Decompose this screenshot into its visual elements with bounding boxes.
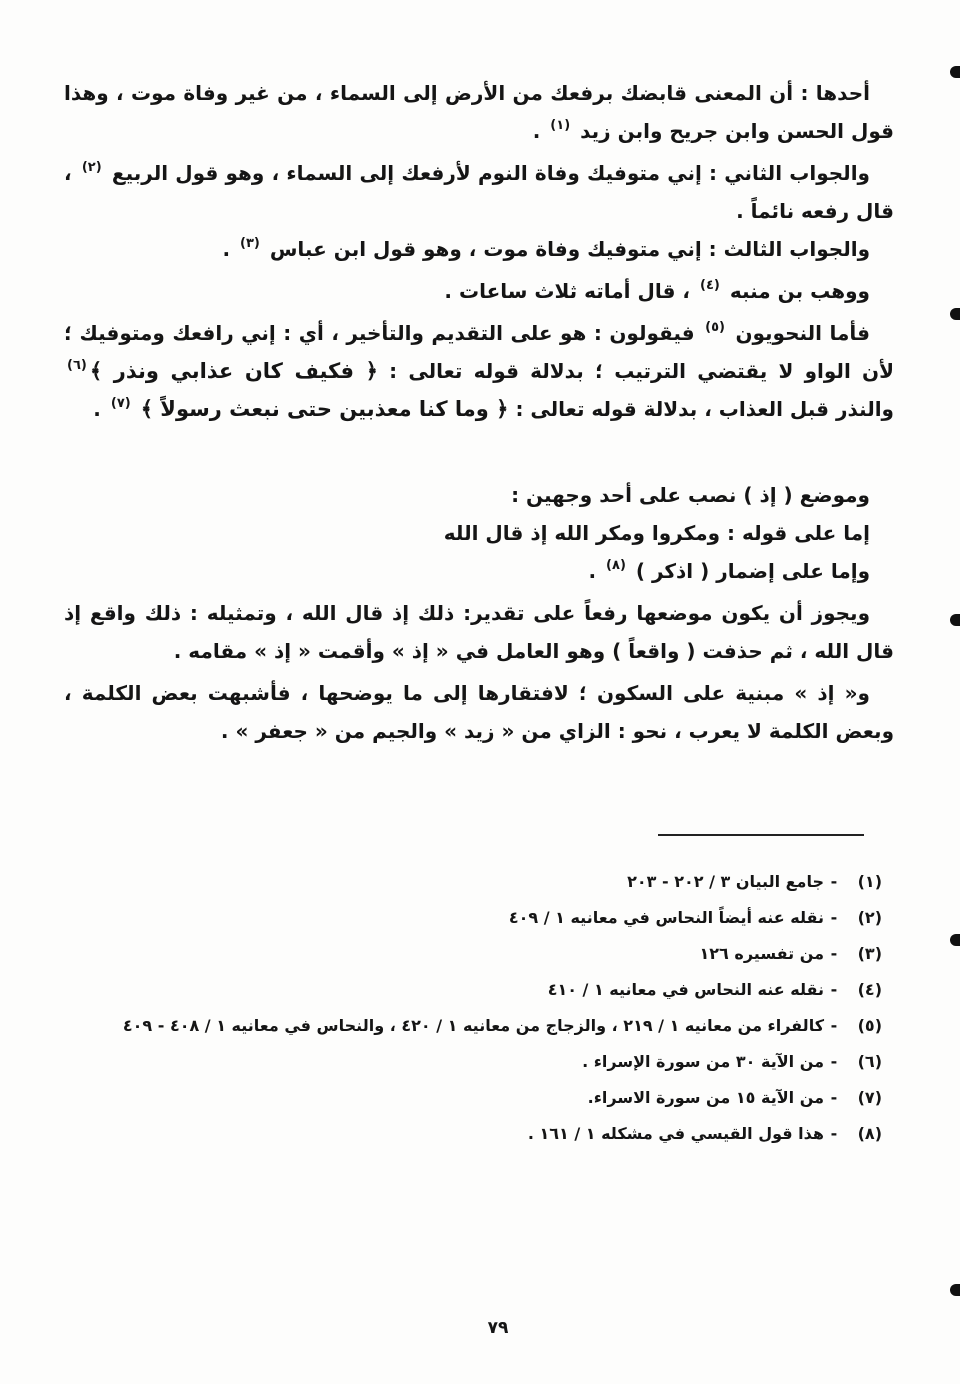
- binding-hole-mark: [950, 308, 960, 320]
- paragraph-text: أحدها : أن المعنى قابضك برفعك من الأرض إلى السماء ، من غير وفاة موت ، وهذا قول الحسن وابن جريح وابن زيد: [64, 81, 894, 143]
- paragraph-text: والنذر قبل العذاب ، بدلالة قوله تعالى :: [515, 397, 894, 421]
- footnote-ref: (٢): [81, 160, 102, 175]
- footnote-number: (٨): [857, 1124, 882, 1143]
- footnote-ref: (٦): [67, 358, 87, 373]
- footnote-dash: -: [830, 872, 838, 891]
- footnote-dash: -: [830, 908, 838, 927]
- paragraph-text: والجواب الثاني : إني متوفيك وفاة النوم لأرفعك إلى السماء ، وهو قول الربيع: [111, 161, 870, 185]
- paragraph-first-answer: [64, 74, 894, 150]
- paragraph-text: فأما النحويون: [735, 321, 870, 345]
- footnote-item: [96, 900, 882, 936]
- paragraph-end: .: [588, 559, 597, 583]
- footnote-dash: -: [830, 980, 838, 999]
- footnote-dash: -: [830, 944, 838, 963]
- footnote-number: (٥): [857, 1016, 882, 1035]
- footnote-item: [96, 936, 882, 972]
- paragraph-second-answer: [64, 154, 894, 230]
- footnote-text: هذا قول القيسي في مشكله ١ / ١٦١ .: [527, 1124, 824, 1143]
- binding-hole-mark: [950, 614, 960, 626]
- paragraph-wahb: [64, 272, 894, 310]
- footnote-ref: (٨): [606, 558, 626, 573]
- paragraph-text: ووهب بن منبه: [729, 279, 870, 303]
- footnote-ref: (٥): [705, 320, 725, 335]
- footnote-ref: (٧): [110, 396, 131, 411]
- paragraph-end: ، قال أماته ثلاث ساعات .: [444, 279, 691, 303]
- footnote-number: (٣): [857, 944, 882, 963]
- footnote-text: نقله عنه النحاس في معانيه ١ / ٤١٠: [547, 980, 824, 999]
- footnote-number: (٤): [857, 980, 882, 999]
- footnote-item: [96, 972, 882, 1008]
- binding-hole-mark: [950, 1284, 960, 1296]
- footnote-ref: (٣): [240, 236, 260, 251]
- paragraph-position-of-idh: وموضع ( إذ ) نصب على أحد وجهين :: [511, 483, 870, 507]
- footnote-number: (٢): [857, 908, 882, 927]
- footnote-text: جامع البيان ٣ / ٢٠٢ - ٢٠٣: [627, 872, 824, 891]
- footnote-item: [96, 1044, 882, 1080]
- footnote-dash: -: [830, 1124, 838, 1143]
- footnote-text: من الآية ١٥ من سورة الاسراء.: [587, 1088, 824, 1107]
- footnote-dash: -: [830, 1088, 838, 1107]
- footnote-separator: [658, 834, 864, 836]
- footnote-number: (٦): [857, 1052, 882, 1071]
- binding-hole-mark: [950, 934, 960, 946]
- footnote-text: من الآية ٣٠ من سورة الإسراء .: [582, 1052, 824, 1071]
- footnote-number: (٧): [857, 1088, 882, 1107]
- footnote-dash: -: [830, 1052, 838, 1071]
- footnote-number: (١): [857, 872, 882, 891]
- paragraph-text: وإما على إضمار ( اذكر ): [635, 559, 870, 583]
- footnotes-list: [96, 864, 882, 1152]
- paragraph-end: .: [93, 397, 101, 421]
- main-text: [64, 74, 894, 750]
- footnote-item: [96, 1080, 882, 1116]
- quran-verse: ﴿ فكيف كان عذابي ونذر ﴾: [89, 359, 378, 383]
- footnote-text: من تفسيره ١٢٦: [699, 944, 824, 963]
- footnote-item: [96, 864, 882, 900]
- paragraph-text: فيقولون : هو على التقديم والتأخير ، أي : إني رافعك ومتوفيك ؛ لأن الواو لا يقتضي الترتيب ؛ بدلالة قوله تعالى :: [64, 321, 894, 383]
- quran-verse: ﴿ وما كنا معذبين حتى نبعث رسولاً ﴾: [140, 397, 509, 421]
- paragraph-end: ، قال رفعه نائماً .: [64, 161, 894, 223]
- footnote-item: [96, 1008, 882, 1044]
- footnote-item: [96, 1116, 882, 1152]
- page-number: ٧٩: [487, 1318, 509, 1338]
- paragraph-third-answer: [64, 230, 894, 268]
- paragraph-end: .: [532, 119, 541, 143]
- binding-hole-mark: [950, 66, 960, 78]
- paragraph-grammarians: [64, 314, 894, 428]
- paragraph-text: والجواب الثالث : إني متوفيك وفاة موت ، وهو قول ابن عباس: [269, 237, 870, 261]
- paragraph-second-case: [64, 552, 894, 590]
- footnote-dash: -: [830, 1016, 838, 1035]
- paragraph-first-case: إما على قوله : ومكروا ومكر الله إذ قال الله: [443, 521, 870, 545]
- paragraph-end: .: [222, 237, 231, 261]
- paragraph-nominative-case: ويجوز أن يكون موضعها رفعاً على تقدير: ذلك إذ قال الله ، وتمثيله : ذلك واقع إذ قال الله ، ثم حذفت ( واقعاً ) وهو العامل في « إذ » وأقمت « إذ » مقامه .: [64, 601, 894, 663]
- paragraph-indeclinable: و« إذ » مبنية على السكون ؛ لافتقارها إلى ما يوضحها ، فأشبهت بعض الكلمة ، وبعض الكلمة لا يعرب ، نحو : الزاي من « زيد » والجيم من « جعفر » .: [64, 681, 894, 743]
- footnote-ref: (١): [550, 118, 571, 133]
- footnote-ref: (٤): [700, 278, 720, 293]
- footnote-text: نقله عنه أيضاً النحاس في معانيه ١ / ٤٠٩: [508, 908, 824, 927]
- footnote-text: كالفراء من معانيه ١ / ٢١٩ ، والزجاج من معانيه ١ / ٤٢٠ ، والنحاس في معانيه ١ / ٤٠٨ - ٤٠٩: [122, 1016, 824, 1035]
